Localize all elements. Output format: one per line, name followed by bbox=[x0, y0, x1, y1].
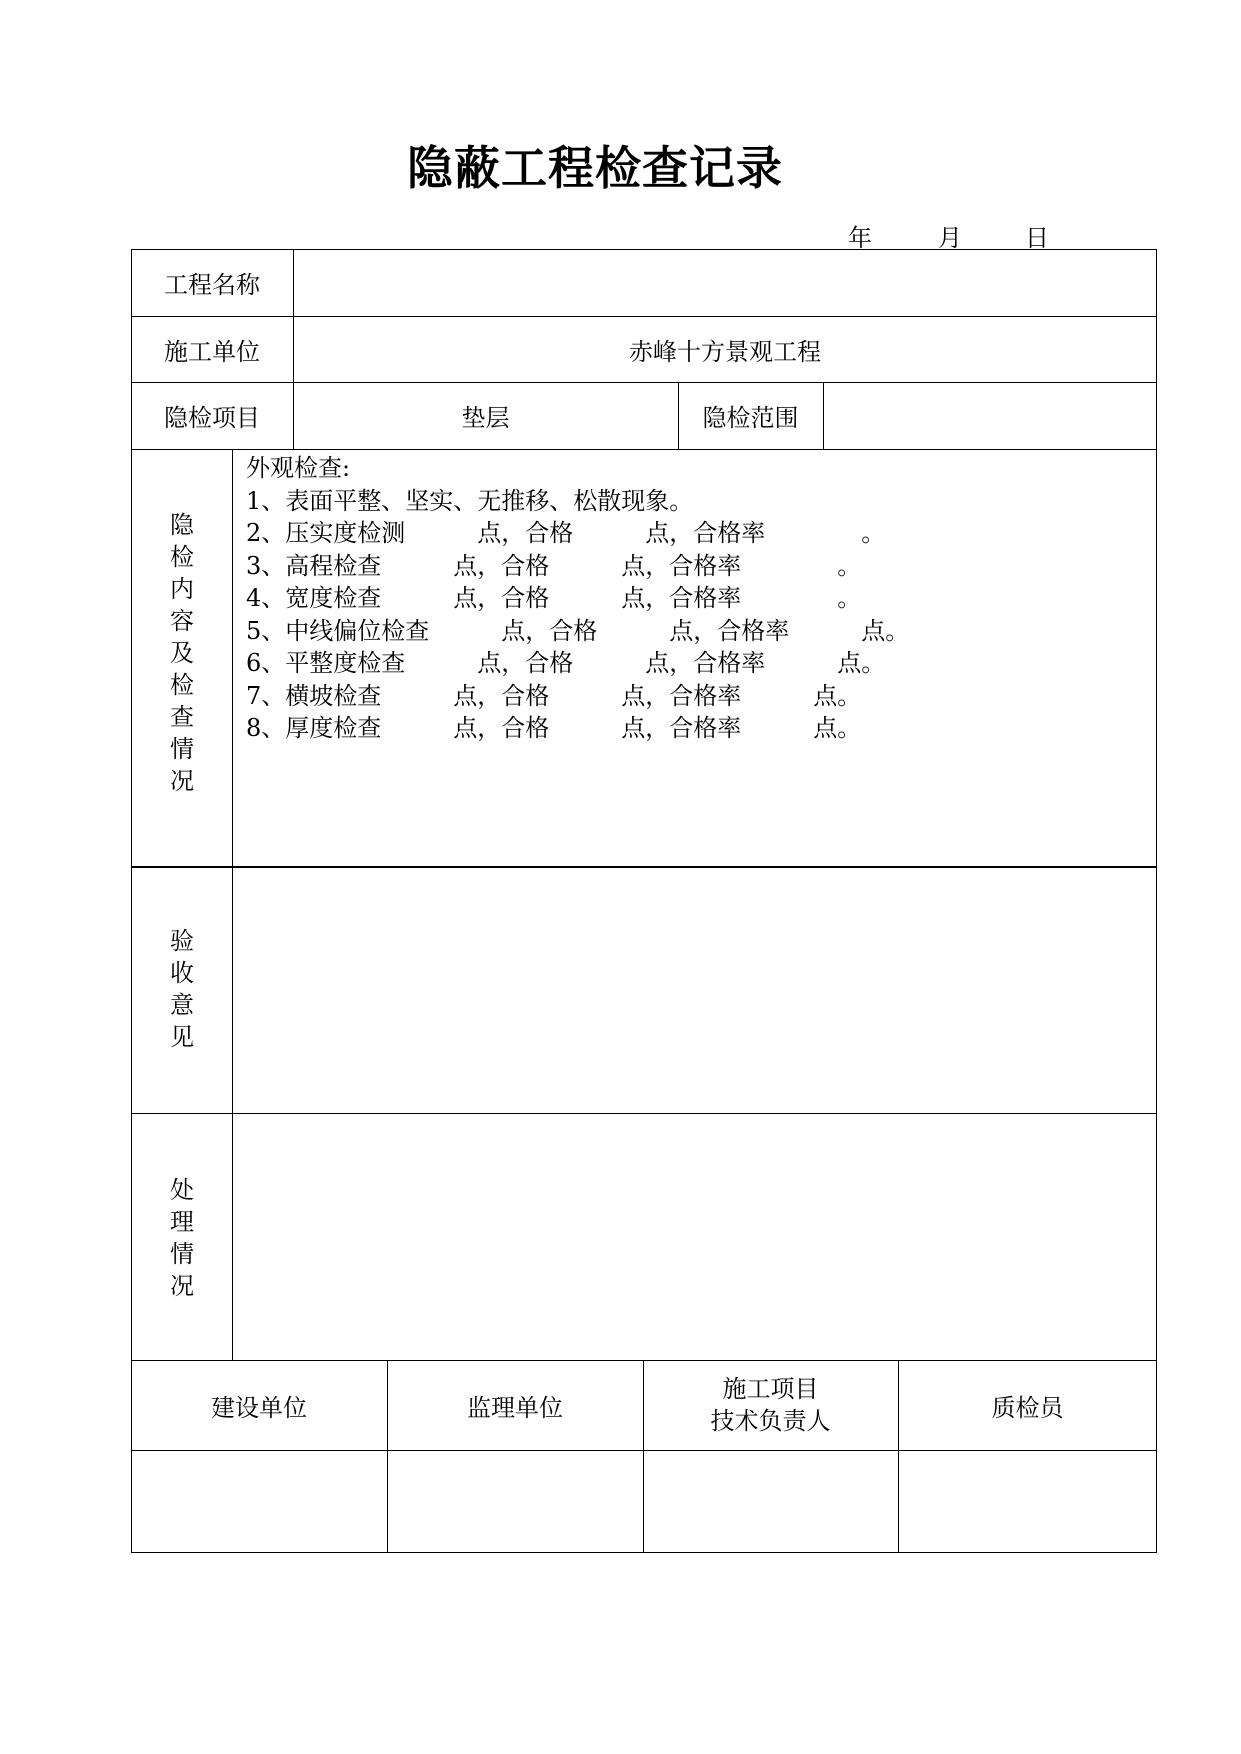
signature-header-inspector: 质检员 bbox=[991, 1393, 1064, 1422]
signature-header-owner: 建设单位 bbox=[211, 1393, 307, 1422]
handling-value bbox=[232, 1113, 1157, 1360]
hidden-range-value bbox=[823, 382, 1157, 449]
inspection-line: 6、平整度检查 点，合格 点，合格率 点。 bbox=[246, 649, 886, 677]
project-name-label: 工程名称 bbox=[164, 271, 260, 299]
hidden-item-value: 垫层 bbox=[461, 404, 510, 432]
inspection-line: 7、横坡检查 点，合格 点，合格率 点。 bbox=[246, 681, 862, 710]
signature-owner bbox=[131, 1450, 387, 1553]
inspection-line: 3、高程检查 点，合格 点，合格率 。 bbox=[246, 551, 862, 580]
inspection-line: 外观检查: bbox=[246, 454, 351, 482]
hidden-range-label: 隐检范围 bbox=[702, 404, 799, 432]
acceptance-value bbox=[232, 866, 1157, 1113]
signature-header-tech-lead-line2: 技术负责人 bbox=[710, 1407, 831, 1435]
inspection-line: 5、中线偏位检查 点，合格 点，合格率 点。 bbox=[246, 616, 910, 645]
project-name-value bbox=[293, 249, 1157, 316]
construction-unit-label: 施工单位 bbox=[164, 337, 260, 366]
date-day-label: 日 bbox=[1025, 224, 1049, 252]
document-title: 隐蔽工程检查记录 bbox=[407, 141, 783, 195]
inspection-line: 2、压实度检测 点，合格 点，合格率 。 bbox=[246, 519, 886, 547]
inspection-content bbox=[246, 452, 909, 745]
inspection-line: 4、宽度检查 点，合格 点，合格率 。 bbox=[246, 584, 862, 612]
acceptance-section-label: 验收意见 bbox=[170, 927, 194, 1051]
signature-header-supervisor: 监理单位 bbox=[467, 1393, 563, 1422]
inspection-line: 1、表面平整、坚实、无推移、松散现象。 bbox=[246, 486, 694, 515]
inspection-section-label: 隐检内容及检查情况 bbox=[170, 511, 194, 795]
construction-unit-value: 赤峰十方景观工程 bbox=[629, 337, 821, 366]
inspection-line: 8、厚度检查 点，合格 点，合格率 点。 bbox=[246, 714, 862, 742]
signature-supervisor bbox=[387, 1450, 643, 1553]
row-divider bbox=[131, 449, 1157, 450]
signature-header-tech-lead-line1: 施工项目 bbox=[722, 1375, 819, 1403]
signature-header-tech-lead bbox=[643, 1360, 898, 1450]
signature-inspector bbox=[898, 1450, 1157, 1553]
hidden-item-label: 隐检项目 bbox=[164, 404, 260, 432]
signature-tech-lead bbox=[643, 1450, 898, 1553]
date-month-label: 月 bbox=[938, 224, 962, 252]
date-year-label: 年 bbox=[848, 224, 872, 252]
handling-section-label: 处理情况 bbox=[170, 1176, 194, 1300]
